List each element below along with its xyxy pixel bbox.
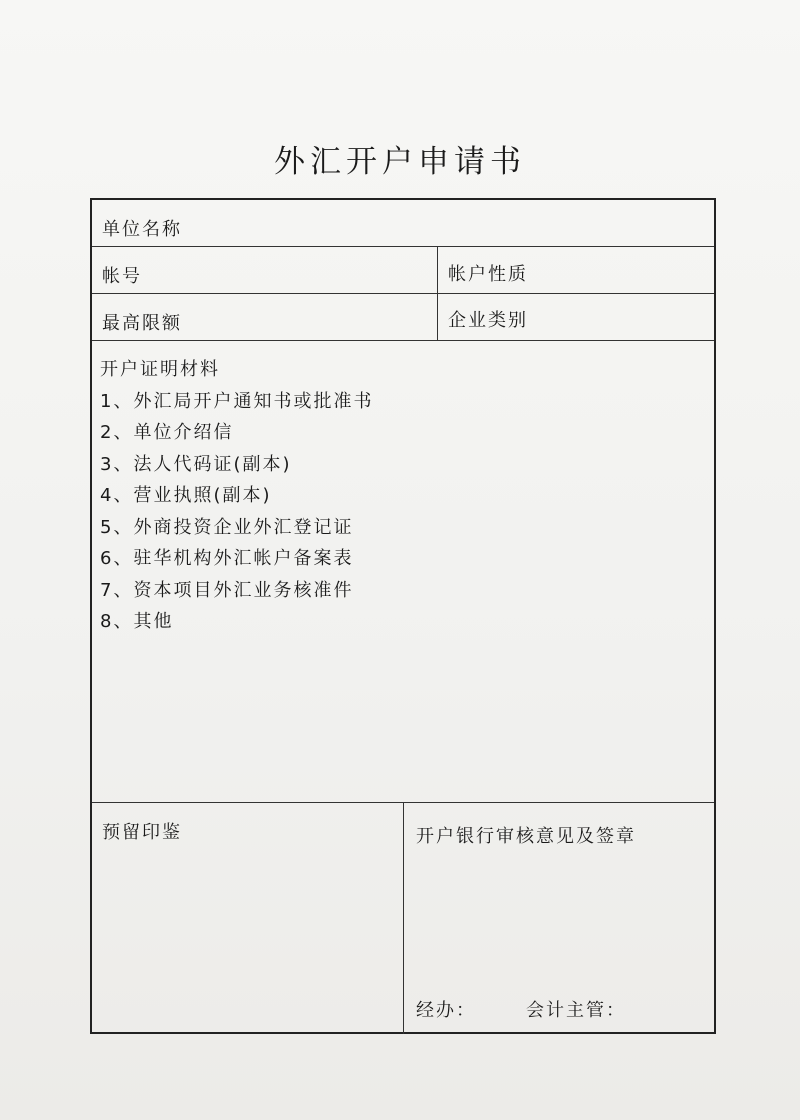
materials-item: 1、外汇局开户通知书或批准书 xyxy=(100,390,374,412)
account-nature-label: 帐户性质 xyxy=(448,264,528,285)
materials-item: 2、单位介绍信 xyxy=(100,422,234,443)
account-number-label: 帐号 xyxy=(102,266,142,287)
materials-item: 8、其他 xyxy=(100,611,174,632)
seal-label: 预留印鉴 xyxy=(102,822,182,843)
bank-review-label: 开户银行审核意见及签章 xyxy=(416,826,636,847)
materials-item: 4、营业执照(副本) xyxy=(100,485,272,506)
materials-item: 7、资本项目外汇业务核准件 xyxy=(100,579,354,601)
materials-item: 5、外商投资企业外汇登记证 xyxy=(100,516,354,538)
row-divider xyxy=(92,293,714,294)
unit-name-label: 单位名称 xyxy=(102,219,182,240)
materials-section xyxy=(100,354,373,638)
column-divider xyxy=(437,246,438,340)
column-divider xyxy=(403,802,404,1034)
row-divider xyxy=(92,246,714,247)
materials-heading: 开户证明材料 xyxy=(100,359,220,380)
materials-item: 3、法人代码证(副本) xyxy=(100,453,292,475)
page-title: 外汇开户申请书 xyxy=(274,144,526,180)
application-form-table xyxy=(90,198,716,1034)
materials-item: 6、驻华机构外汇帐户备案表 xyxy=(100,548,354,569)
max-limit-label: 最高限额 xyxy=(102,313,182,334)
row-divider xyxy=(92,340,714,341)
supervisor-signature-label: 会计主管： xyxy=(526,1000,626,1021)
enterprise-type-label: 企业类别 xyxy=(448,310,528,331)
handler-signature-label: 经办： xyxy=(416,1000,476,1021)
